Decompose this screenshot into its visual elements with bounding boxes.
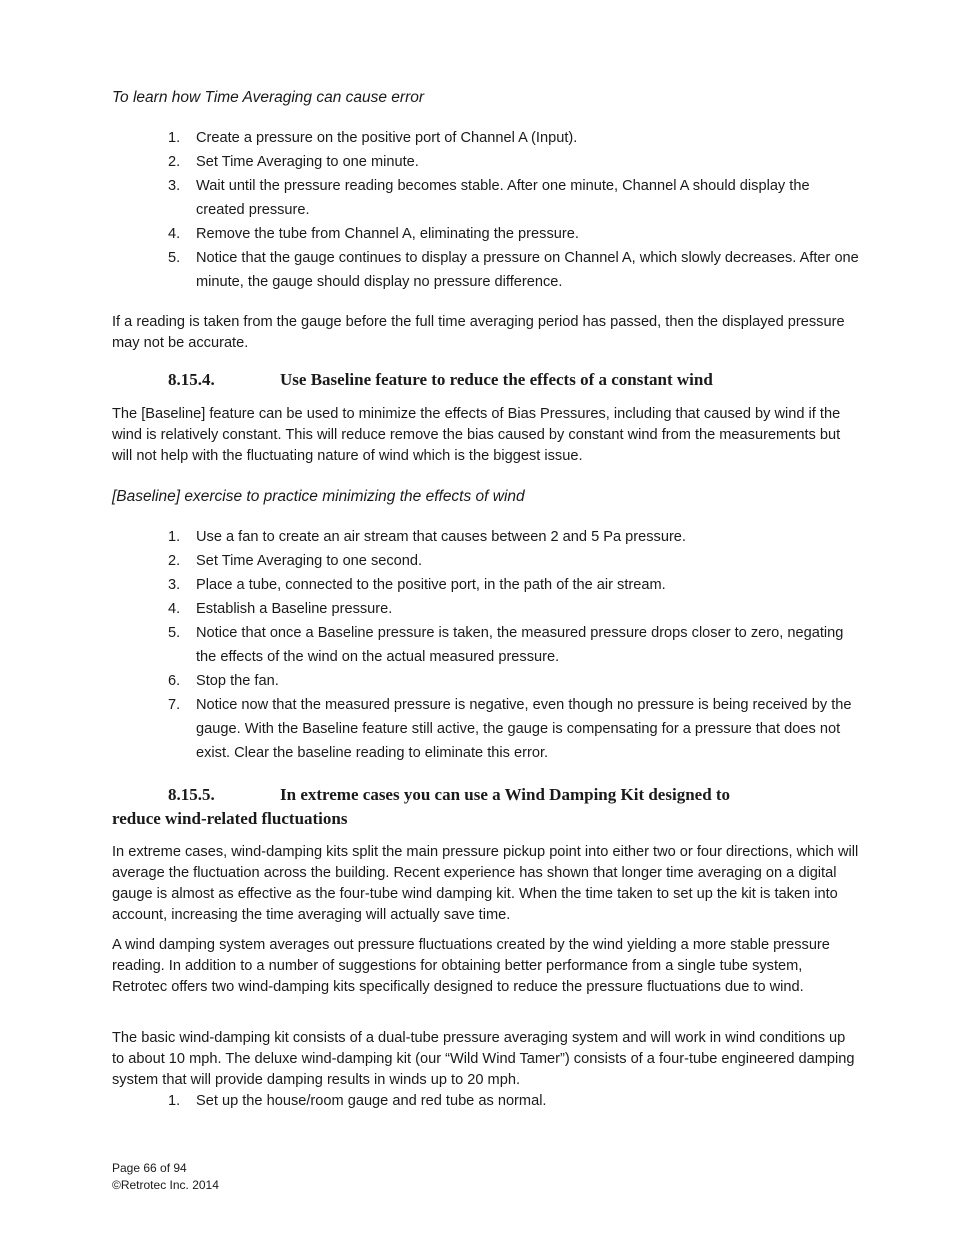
list-text: Wait until the pressure reading becomes stable. After one minute, Channel A should display the created pressure. (196, 178, 810, 218)
list-number: 2. (168, 553, 181, 569)
list-number: 1. (168, 1093, 181, 1109)
list-number: 4. (168, 226, 181, 242)
steps-list-wind-kit (112, 1089, 860, 1113)
list-item (112, 597, 860, 621)
list-item (112, 549, 860, 573)
list-number: 4. (168, 601, 181, 617)
list-item (112, 126, 860, 150)
list-item (112, 573, 860, 597)
list-text: Set Time Averaging to one second. (196, 553, 423, 569)
list-number: 3. (168, 577, 181, 593)
list-number: 2. (168, 154, 181, 170)
list-text: Place a tube, connected to the positive port, in the path of the air stream. (196, 577, 666, 593)
steps-list-time-averaging (112, 126, 860, 294)
list-item (112, 222, 860, 246)
paragraph: If a reading is taken from the gauge before the full time averaging period has passed, then the displayed pressure may not be accurate. (112, 314, 845, 351)
list-number: 5. (168, 250, 181, 266)
list-number: 7. (168, 697, 181, 713)
list-text: Remove the tube from Channel A, eliminating the pressure. (196, 226, 579, 242)
list-item (112, 525, 860, 549)
list-text: Use a fan to create an air stream that causes between 2 and 5 Pa pressure. (196, 529, 686, 545)
page-number: Page 66 of 94 (112, 1161, 187, 1175)
paragraph: The [Baseline] feature can be used to minimize the effects of Bias Pressures, including that caused by wind if the wind is relatively constant. This will reduce remove the bias caused by constant wind from the measurements but will not help with the fluctuating nature of wind which is the biggest issue. (112, 406, 841, 464)
list-text: Notice that once a Baseline pressure is taken, the measured pressure drops closer to zero, negating the effects of the wind on the actual measured pressure. (196, 625, 844, 665)
list-number: 3. (168, 178, 181, 194)
section-title-line2: reduce wind-related fluctuations (112, 809, 348, 828)
list-item (112, 174, 860, 222)
intro-heading: To learn how Time Averaging can cause error (112, 89, 425, 106)
list-text: Create a pressure on the positive port of Channel A (Input). (196, 130, 578, 146)
list-text: Set Time Averaging to one minute. (196, 154, 419, 170)
list-text: Set up the house/room gauge and red tube as normal. (196, 1093, 547, 1109)
list-text: Stop the fan. (196, 673, 279, 689)
exercise-heading: [Baseline] exercise to practice minimizing the effects of wind (112, 488, 525, 505)
paragraph: In extreme cases, wind-damping kits split the main pressure pickup point into either two or four directions, which will average the fluctuation across the building. Recent experience has shown that longer time averaging on a digital gauge is almost as effective as the four-tube wind damping kit. When the time taken to set up the kit is taken into account, increasing the time averaging will actually save time. (112, 844, 859, 923)
list-number: 1. (168, 130, 181, 146)
list-number: 5. (168, 625, 181, 641)
copyright: ©Retrotec Inc. 2014 (112, 1178, 219, 1192)
paragraph: A wind damping system averages out pressure fluctuations created by the wind yielding a more stable pressure reading. In addition to a number of suggestions for obtaining better performance from a single tube system, Retrotec offers two wind-damping kits specifically designed to reduce the pressure fluctuations due to wind. (112, 937, 830, 995)
section-number: 8.15.4. (168, 370, 215, 389)
section-title: Use Baseline feature to reduce the effects of a constant wind (280, 370, 713, 389)
list-item (112, 621, 860, 669)
list-number: 6. (168, 673, 181, 689)
list-number: 1. (168, 529, 181, 545)
list-item (112, 150, 860, 174)
page-footer (112, 1160, 219, 1194)
list-item (112, 669, 860, 693)
paragraph: The basic wind-damping kit consists of a dual-tube pressure averaging system and will work in wind conditions up to about 10 mph. The deluxe wind-damping kit (our “Wild Wind Tamer”) consists of a four-tube engineered damping system that will provide damping results in winds up to 20 mph. (112, 1030, 855, 1088)
list-item (112, 693, 860, 765)
section-title-line1: In extreme cases you can use a Wind Damping Kit designed to (280, 785, 731, 804)
list-text: Notice that the gauge continues to display a pressure on Channel A, which slowly decreases. After one minute, the gauge should display no pressure difference. (196, 250, 859, 290)
steps-list-baseline (112, 525, 860, 765)
list-item (112, 1089, 860, 1113)
list-text: Notice now that the measured pressure is negative, even though no pressure is being received by the gauge. With the Baseline feature still active, the gauge is compensating for a pressure that does not exist. Clear the baseline reading to eliminate this error. (196, 697, 852, 761)
list-item (112, 246, 860, 294)
section-number: 8.15.5. (168, 785, 215, 804)
section-heading-8-15-5 (112, 783, 860, 831)
section-heading-8-15-4 (112, 368, 860, 392)
list-text: Establish a Baseline pressure. (196, 601, 393, 617)
